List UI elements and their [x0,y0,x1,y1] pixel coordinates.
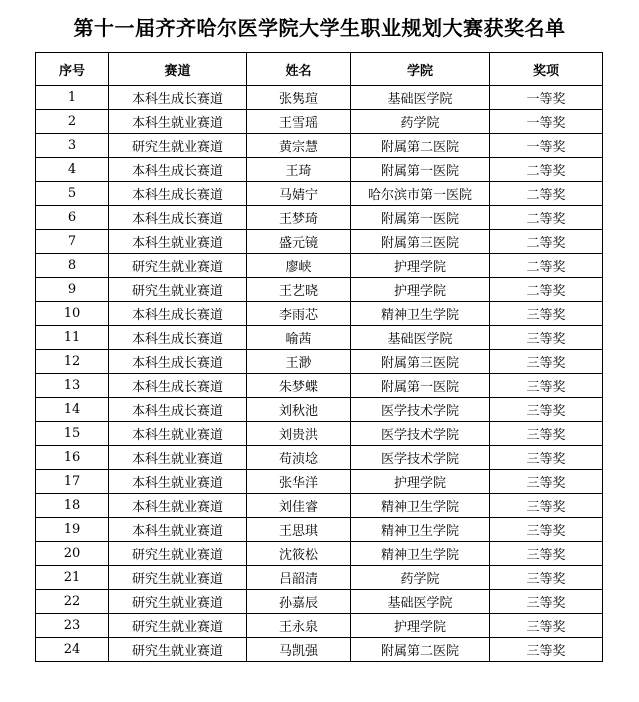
cell-name: 李雨芯 [247,302,351,326]
cell-number: 15 [36,422,109,446]
cell-school: 附属第三医院 [351,350,490,374]
cell-school: 附属第一医院 [351,374,490,398]
cell-award: 二等奖 [490,278,603,302]
cell-award: 三等奖 [490,422,603,446]
table-row [36,494,603,518]
cell-school: 精神卫生学院 [351,518,490,542]
cell-award: 二等奖 [490,206,603,230]
cell-track: 本科生成长赛道 [109,374,247,398]
cell-track: 研究生就业赛道 [109,134,247,158]
cell-track: 本科生就业赛道 [109,446,247,470]
cell-school: 附属第二医院 [351,134,490,158]
cell-track: 研究生就业赛道 [109,566,247,590]
cell-school: 附属第三医院 [351,230,490,254]
cell-track: 本科生成长赛道 [109,350,247,374]
table-row [36,518,603,542]
table-row [36,590,603,614]
cell-award: 三等奖 [490,542,603,566]
cell-name: 张隽瑄 [247,86,351,110]
table-row [36,158,603,182]
table-row [36,110,603,134]
cell-name: 王思琪 [247,518,351,542]
column-header-award: 奖项 [490,53,603,86]
cell-name: 刘贵洪 [247,422,351,446]
cell-name: 王梦琦 [247,206,351,230]
table-row [36,614,603,638]
cell-name: 王艺晓 [247,278,351,302]
cell-school: 医学技术学院 [351,446,490,470]
cell-school: 医学技术学院 [351,398,490,422]
cell-school: 护理学院 [351,254,490,278]
cell-school: 基础医学院 [351,86,490,110]
cell-name: 马凯强 [247,638,351,662]
cell-track: 本科生成长赛道 [109,206,247,230]
cell-track: 研究生就业赛道 [109,590,247,614]
cell-track: 本科生就业赛道 [109,230,247,254]
cell-award: 三等奖 [490,398,603,422]
cell-award: 二等奖 [490,254,603,278]
table-row [36,182,603,206]
cell-track: 本科生成长赛道 [109,398,247,422]
cell-track: 本科生就业赛道 [109,470,247,494]
cell-award: 二等奖 [490,158,603,182]
cell-name: 马婧宁 [247,182,351,206]
cell-number: 3 [36,134,109,158]
cell-name: 廖峡 [247,254,351,278]
cell-school: 药学院 [351,110,490,134]
cell-name: 孙嘉辰 [247,590,351,614]
cell-award: 二等奖 [490,230,603,254]
cell-name: 张华洋 [247,470,351,494]
cell-name: 王永泉 [247,614,351,638]
table-row [36,302,603,326]
cell-track: 本科生就业赛道 [109,422,247,446]
table-row [36,254,603,278]
cell-number: 21 [36,566,109,590]
cell-school: 哈尔滨市第一医院 [351,182,490,206]
cell-number: 14 [36,398,109,422]
column-header-name: 姓名 [247,53,351,86]
cell-number: 11 [36,326,109,350]
cell-track: 研究生就业赛道 [109,614,247,638]
cell-award: 一等奖 [490,110,603,134]
cell-track: 研究生就业赛道 [109,278,247,302]
cell-name: 沈筱松 [247,542,351,566]
table-row [36,278,603,302]
page-title: 第十一届齐齐哈尔医学院大学生职业规划大赛获奖名单 [73,16,566,40]
cell-number: 9 [36,278,109,302]
cell-name: 喻茜 [247,326,351,350]
table-row [36,566,603,590]
cell-award: 三等奖 [490,614,603,638]
cell-school: 附属第一医院 [351,158,490,182]
cell-number: 16 [36,446,109,470]
cell-number: 13 [36,374,109,398]
table-row [36,470,603,494]
cell-name: 黄宗慧 [247,134,351,158]
cell-school: 精神卫生学院 [351,494,490,518]
cell-school: 护理学院 [351,614,490,638]
cell-number: 18 [36,494,109,518]
table-row [36,326,603,350]
cell-track: 本科生成长赛道 [109,182,247,206]
column-header-track: 赛道 [109,53,247,86]
cell-award: 一等奖 [490,134,603,158]
cell-award: 三等奖 [490,518,603,542]
cell-number: 22 [36,590,109,614]
cell-track: 研究生就业赛道 [109,542,247,566]
cell-award: 三等奖 [490,470,603,494]
cell-number: 23 [36,614,109,638]
cell-number: 19 [36,518,109,542]
cell-school: 精神卫生学院 [351,302,490,326]
table-body [36,86,603,662]
cell-name: 盛元镜 [247,230,351,254]
cell-track: 研究生就业赛道 [109,254,247,278]
cell-number: 7 [36,230,109,254]
cell-track: 本科生成长赛道 [109,326,247,350]
cell-name: 苟浈埝 [247,446,351,470]
cell-track: 本科生就业赛道 [109,110,247,134]
cell-name: 吕韶清 [247,566,351,590]
cell-school: 精神卫生学院 [351,542,490,566]
cell-number: 2 [36,110,109,134]
cell-school: 附属第一医院 [351,206,490,230]
cell-number: 8 [36,254,109,278]
cell-award: 三等奖 [490,374,603,398]
table-row [36,86,603,110]
table-row [36,206,603,230]
cell-name: 刘秋池 [247,398,351,422]
cell-school: 护理学院 [351,278,490,302]
cell-number: 10 [36,302,109,326]
table-row [36,398,603,422]
cell-name: 王渺 [247,350,351,374]
cell-award: 一等奖 [490,86,603,110]
cell-school: 附属第二医院 [351,638,490,662]
table-row [36,542,603,566]
cell-award: 三等奖 [490,350,603,374]
table-row [36,422,603,446]
cell-number: 17 [36,470,109,494]
cell-award: 三等奖 [490,446,603,470]
cell-school: 护理学院 [351,470,490,494]
cell-school: 药学院 [351,566,490,590]
table-row [36,446,603,470]
table-row [36,350,603,374]
cell-number: 20 [36,542,109,566]
cell-name: 朱梦蝶 [247,374,351,398]
cell-award: 三等奖 [490,638,603,662]
cell-name: 王雪瑶 [247,110,351,134]
cell-track: 本科生就业赛道 [109,494,247,518]
cell-name: 王琦 [247,158,351,182]
cell-number: 24 [36,638,109,662]
cell-award: 三等奖 [490,590,603,614]
cell-award: 三等奖 [490,302,603,326]
cell-number: 6 [36,206,109,230]
award-list-table [35,52,603,662]
cell-number: 4 [36,158,109,182]
cell-award: 二等奖 [490,182,603,206]
column-header-number: 序号 [36,53,109,86]
cell-number: 12 [36,350,109,374]
cell-award: 三等奖 [490,566,603,590]
table-row [36,638,603,662]
cell-track: 本科生成长赛道 [109,302,247,326]
table-header-row [36,53,603,86]
cell-school: 医学技术学院 [351,422,490,446]
cell-school: 基础医学院 [351,326,490,350]
table-row [36,374,603,398]
cell-name: 刘佳睿 [247,494,351,518]
cell-number: 1 [36,86,109,110]
cell-award: 三等奖 [490,326,603,350]
cell-award: 三等奖 [490,494,603,518]
cell-track: 本科生成长赛道 [109,86,247,110]
column-header-school: 学院 [351,53,490,86]
cell-track: 本科生成长赛道 [109,158,247,182]
table-row [36,134,603,158]
cell-school: 基础医学院 [351,590,490,614]
cell-track: 研究生就业赛道 [109,638,247,662]
cell-track: 本科生就业赛道 [109,518,247,542]
cell-number: 5 [36,182,109,206]
table-row [36,230,603,254]
